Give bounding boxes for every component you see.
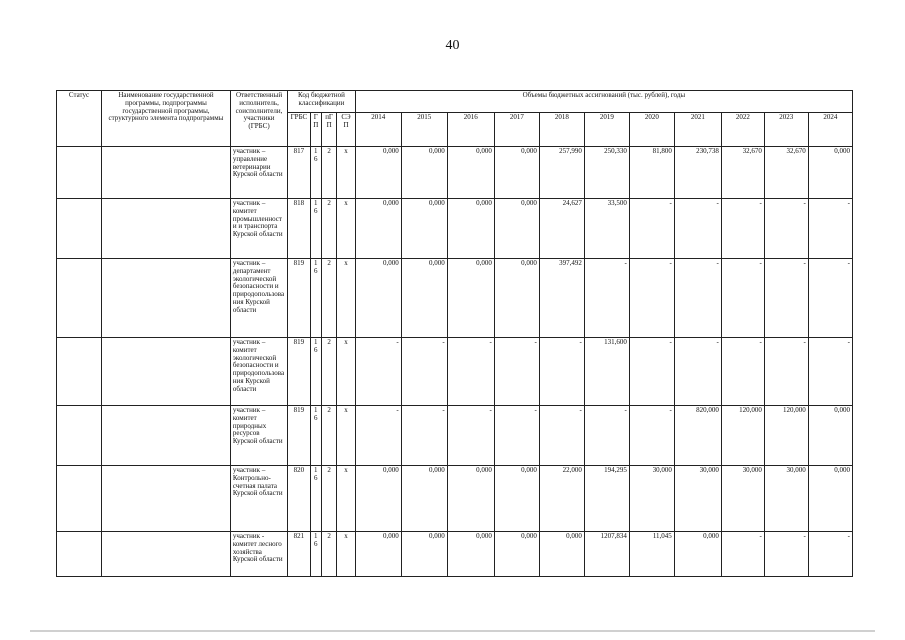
amount-cell: 230,738: [674, 147, 721, 199]
amount-cell: -: [721, 338, 764, 406]
responsible-cell: участник – Контрольно-счетная палата Курской области: [230, 466, 287, 532]
header-code: пГП: [321, 113, 336, 147]
amount-cell: -: [808, 259, 852, 338]
amount-cell: 0,000: [401, 466, 447, 532]
amount-cell: 0,000: [401, 199, 447, 259]
budget-code-cell: 16: [310, 338, 321, 406]
table-row: [57, 532, 853, 577]
amount-cell: -: [494, 338, 539, 406]
header-year: 2015: [401, 113, 447, 147]
budget-code-cell: 2: [321, 199, 336, 259]
amount-cell: -: [584, 406, 629, 466]
amount-cell: 0,000: [355, 259, 401, 338]
table-row: [57, 147, 853, 199]
amount-cell: -: [539, 406, 584, 466]
amount-cell: -: [401, 406, 447, 466]
amount-cell: 0,000: [401, 259, 447, 338]
header-year: 2022: [721, 113, 764, 147]
program-name-cell: [102, 199, 231, 259]
amount-cell: 30,000: [674, 466, 721, 532]
header-year: 2024: [808, 113, 852, 147]
budget-code-cell: 821: [288, 532, 311, 577]
budget-code-cell: 2: [321, 532, 336, 577]
header-status: Статус: [57, 91, 102, 147]
amount-cell: -: [629, 406, 674, 466]
header-year: 2018: [539, 113, 584, 147]
amount-cell: -: [447, 338, 494, 406]
budget-code-cell: 16: [310, 406, 321, 466]
budget-code-cell: 16: [310, 147, 321, 199]
responsible-cell: участник – комитет экологической безопасности и природопользования Курской области: [230, 338, 287, 406]
amount-cell: -: [721, 532, 764, 577]
page-number: 40: [445, 38, 460, 53]
amount-cell: -: [494, 406, 539, 466]
budget-code-cell: 16: [310, 259, 321, 338]
budget-code-cell: 819: [288, 406, 311, 466]
header-year: 2021: [674, 113, 721, 147]
amount-cell: 0,000: [401, 147, 447, 199]
amount-cell: -: [355, 406, 401, 466]
amount-cell: 33,500: [584, 199, 629, 259]
amount-cell: 250,330: [584, 147, 629, 199]
header-code: ГРБС: [288, 113, 311, 147]
amount-cell: -: [629, 199, 674, 259]
header-year: 2016: [447, 113, 494, 147]
amount-cell: 30,000: [629, 466, 674, 532]
header-name: Наименование государственной программы, подпрограммы государственной программы, структурного элемента подпрограммы: [102, 91, 231, 147]
amount-cell: 0,000: [355, 199, 401, 259]
program-name-cell: [102, 466, 231, 532]
amount-cell: 0,000: [808, 406, 852, 466]
amount-cell: 0,000: [355, 532, 401, 577]
budget-code-cell: 819: [288, 338, 311, 406]
page-edge-line: [30, 630, 875, 632]
amount-cell: 22,000: [539, 466, 584, 532]
amount-cell: -: [401, 338, 447, 406]
program-name-cell: [102, 147, 231, 199]
table-row: [57, 466, 853, 532]
amount-cell: 0,000: [447, 259, 494, 338]
amount-cell: -: [808, 199, 852, 259]
header-code-group: Код бюджетной классификации: [288, 91, 356, 113]
status-cell: [57, 466, 102, 532]
amount-cell: -: [355, 338, 401, 406]
amount-cell: -: [674, 338, 721, 406]
amount-cell: -: [764, 199, 808, 259]
status-cell: [57, 338, 102, 406]
amount-cell: -: [721, 199, 764, 259]
status-cell: [57, 532, 102, 577]
budget-code-cell: 2: [321, 338, 336, 406]
amount-cell: 11,045: [629, 532, 674, 577]
amount-cell: 194,295: [584, 466, 629, 532]
budget-code-cell: 16: [310, 466, 321, 532]
budget-code-cell: х: [337, 406, 355, 466]
amount-cell: 0,000: [494, 259, 539, 338]
budget-code-cell: х: [337, 466, 355, 532]
amount-cell: 0,000: [539, 532, 584, 577]
amount-cell: 1207,834: [584, 532, 629, 577]
status-cell: [57, 199, 102, 259]
header-amounts-group: Объемы бюджетных ассигнований (тыс. рублей), годы: [355, 91, 852, 113]
budget-code-cell: 2: [321, 406, 336, 466]
program-name-cell: [102, 406, 231, 466]
budget-code-cell: х: [337, 259, 355, 338]
program-name-cell: [102, 338, 231, 406]
amount-cell: -: [721, 259, 764, 338]
amount-cell: -: [674, 259, 721, 338]
amount-cell: 0,000: [447, 147, 494, 199]
amount-cell: 0,000: [447, 466, 494, 532]
amount-cell: 30,000: [721, 466, 764, 532]
amount-cell: 0,000: [447, 199, 494, 259]
header-code: СЭП: [337, 113, 355, 147]
amount-cell: -: [808, 338, 852, 406]
amount-cell: -: [764, 259, 808, 338]
table-header: [57, 91, 853, 147]
amount-cell: 0,000: [494, 147, 539, 199]
budget-code-cell: 16: [310, 532, 321, 577]
budget-code-cell: 817: [288, 147, 311, 199]
header-responsible: Ответственный исполнитель, соисполнители, участники (ГРБС): [230, 91, 287, 147]
budget-code-cell: 2: [321, 259, 336, 338]
header-year: 2023: [764, 113, 808, 147]
budget-code-cell: х: [337, 199, 355, 259]
status-cell: [57, 406, 102, 466]
budget-code-cell: х: [337, 147, 355, 199]
amount-cell: 257,990: [539, 147, 584, 199]
responsible-cell: участник – департамент экологической безопасности и природопользования Курской области: [230, 259, 287, 338]
amount-cell: 0,000: [355, 466, 401, 532]
budget-code-cell: 818: [288, 199, 311, 259]
program-name-cell: [102, 532, 231, 577]
amount-cell: 0,000: [494, 532, 539, 577]
amount-cell: -: [764, 338, 808, 406]
amount-cell: 32,670: [721, 147, 764, 199]
amount-cell: -: [764, 532, 808, 577]
amount-cell: 0,000: [447, 532, 494, 577]
table-row: [57, 199, 853, 259]
amount-cell: 30,000: [764, 466, 808, 532]
amount-cell: 131,600: [584, 338, 629, 406]
budget-code-cell: 2: [321, 147, 336, 199]
responsible-cell: участник – управление ветеринарии Курской области: [230, 147, 287, 199]
amount-cell: 0,000: [674, 532, 721, 577]
amount-cell: 820,000: [674, 406, 721, 466]
budget-code-cell: 16: [310, 199, 321, 259]
table-row: [57, 259, 853, 338]
amount-cell: -: [584, 259, 629, 338]
header-year: 2019: [584, 113, 629, 147]
amount-cell: 397,492: [539, 259, 584, 338]
amount-cell: 32,670: [764, 147, 808, 199]
status-cell: [57, 147, 102, 199]
table-body: [57, 147, 853, 577]
budget-code-cell: 820: [288, 466, 311, 532]
table-row: [57, 406, 853, 466]
program-name-cell: [102, 259, 231, 338]
responsible-cell: участник – комитет промышленности и транспорта Курской области: [230, 199, 287, 259]
amount-cell: -: [629, 338, 674, 406]
amount-cell: -: [539, 338, 584, 406]
budget-code-cell: х: [337, 338, 355, 406]
amount-cell: -: [629, 259, 674, 338]
amount-cell: 0,000: [355, 147, 401, 199]
budget-table: [56, 90, 853, 577]
amount-cell: -: [674, 199, 721, 259]
budget-code-cell: 819: [288, 259, 311, 338]
amount-cell: 120,000: [721, 406, 764, 466]
amount-cell: 120,000: [764, 406, 808, 466]
amount-cell: -: [808, 532, 852, 577]
budget-code-cell: 2: [321, 466, 336, 532]
amount-cell: 0,000: [808, 147, 852, 199]
table-row: [57, 338, 853, 406]
amount-cell: 0,000: [494, 466, 539, 532]
amount-cell: -: [447, 406, 494, 466]
header-year: 2017: [494, 113, 539, 147]
status-cell: [57, 259, 102, 338]
header-year: 2020: [629, 113, 674, 147]
budget-code-cell: х: [337, 532, 355, 577]
header-code: ГП: [310, 113, 321, 147]
amount-cell: 0,000: [494, 199, 539, 259]
responsible-cell: участник – комитет природных ресурсов Курской области: [230, 406, 287, 466]
amount-cell: 24,627: [539, 199, 584, 259]
amount-cell: 81,800: [629, 147, 674, 199]
amount-cell: 0,000: [808, 466, 852, 532]
responsible-cell: участник - комитет лесного хозяйства Курской области: [230, 532, 287, 577]
header-year: 2014: [355, 113, 401, 147]
amount-cell: 0,000: [401, 532, 447, 577]
